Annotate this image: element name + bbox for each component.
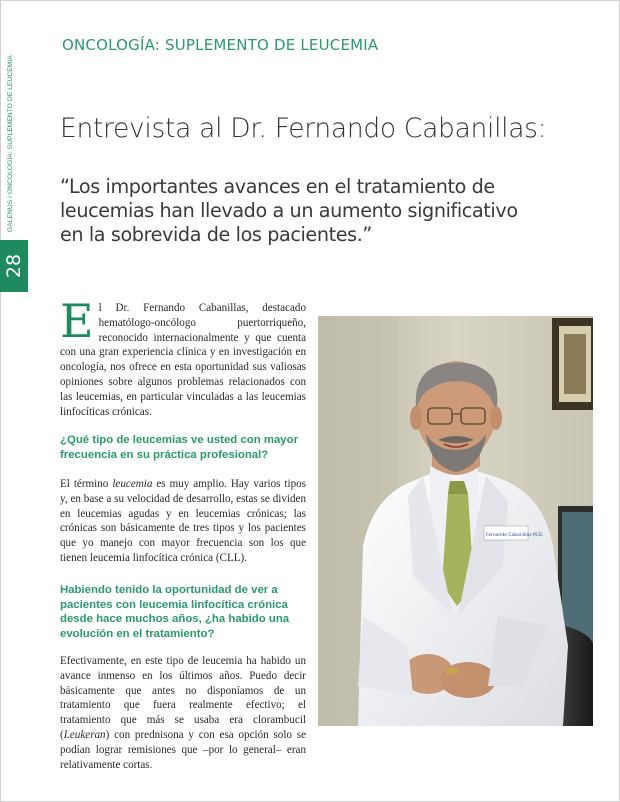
answer-2 bbox=[60, 654, 306, 772]
question-2: Habiendo tenido la oportunidad de ver a pacientes con leucemia linfocítica crónica desde hace muchos años, ¿ha habido una evolución en el tratamiento? bbox=[60, 584, 290, 640]
question-1: ¿Qué tipo de leucemias ve usted con mayor frecuencia en su práctica profesional? bbox=[60, 434, 299, 461]
answer-1-text-b: es muy amplio. Hay varios tipos y, en base a su velocidad de desarrollo, estas se dividen en leucemias agudas y en leucemias crónicas; las crónicas son básicamente de tres tipos y los pacientes que yo manejo con mayor frecuencia son los que tienen leucemia linfocítica crónica (CLL). bbox=[60, 478, 307, 564]
drop-cap: E bbox=[60, 294, 94, 348]
doctor-photo bbox=[318, 316, 593, 726]
intro-paragraph bbox=[60, 294, 306, 419]
page-number bbox=[0, 240, 28, 292]
answer-1-term: leucemia bbox=[112, 478, 153, 490]
doctor-photo-illustration bbox=[318, 316, 593, 726]
answer-2-drug: Leukeran bbox=[63, 728, 106, 741]
page-number-text: 28 bbox=[3, 253, 25, 279]
answer-2-text-b: ) con prednisona y con esa opción solo se podían lograr remisiones que –por lo general– eran relativamente cortas. bbox=[60, 728, 306, 771]
photo-badge-text: Fernando Cabanillas M.D. bbox=[486, 533, 544, 538]
pull-quote: “Los importantes avances en el tratamiento de leucemias han llevado a un aumento significativo en la sobrevida de los pacientes.” bbox=[60, 175, 518, 246]
answer-1-text-a: El término bbox=[60, 478, 113, 490]
intro-text: l Dr. Fernando Cabanillas, destacado hematólogo-oncólogo puertorriqueño, reconocido internacionalmente y que cuenta con una gran experiencia clínica y en investigación en oncología, nos ofrece en esta oportunidad sus valiosas opiniones sobre algunos problemas relacionados con las leucemias, en particular vinculadas a las leucemias linfocíticas crónicas. bbox=[60, 302, 306, 418]
article-title: Entrevista al Dr. Fernando Cabanillas: bbox=[60, 113, 547, 144]
running-title: GALENUS / ONCOLOGÍA: SUPLEMENTO DE LEUCEMIA bbox=[7, 55, 14, 232]
answer-1 bbox=[60, 477, 306, 566]
section-header: ONCOLOGÍA: SUPLEMENTO DE LEUCEMIA bbox=[62, 36, 379, 54]
answer-2-text-a: Efectivamente, en este tipo de leucemia ha habido un avance inmenso en los últimos años. Puedo decir básicamente que antes no disponíamos de un tratamiento que fuera realmente efectivo; el tratamiento que más se usaba era clorambucil ( bbox=[60, 655, 306, 741]
